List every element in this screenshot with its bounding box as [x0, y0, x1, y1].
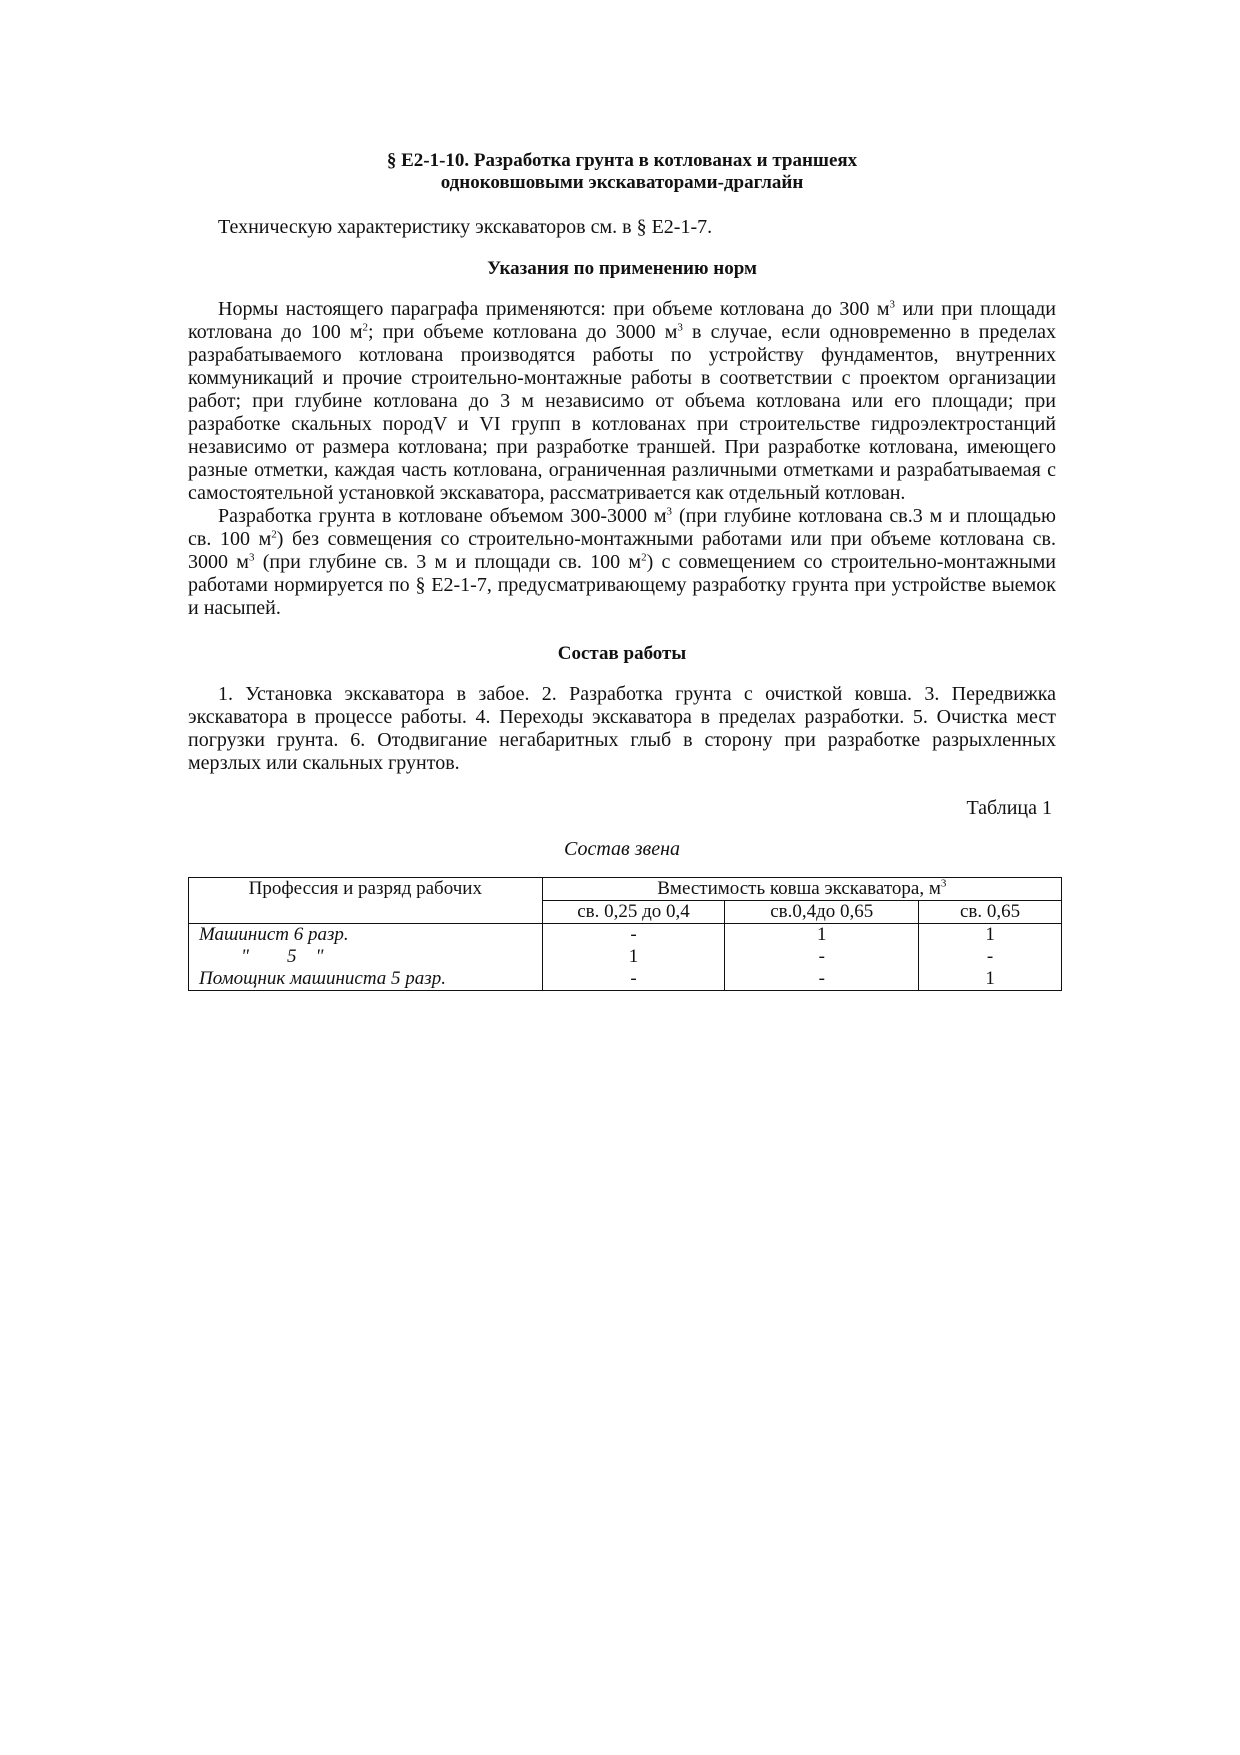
- value-cell: -: [725, 968, 919, 991]
- header-col-3: св. 0,65: [919, 901, 1062, 924]
- header-col-1: св. 0,25 до 0,4: [542, 901, 725, 924]
- title-line-1: § Е2-1-10. Разработка грунта в котлованах и траншеях: [386, 150, 858, 171]
- profession-cell: Машинист 6 разр.: [189, 924, 543, 947]
- section-heading-application: Указания по применению норм: [487, 258, 757, 279]
- value-cell: -: [542, 924, 725, 947]
- table-header-row: [189, 878, 1062, 901]
- application-paragraph-1: Нормы настоящего параграфа применяются: при объеме котлована до 300 $м^3$ или при площади котлована до 100 $м^2$; при объеме котлована до 3000 $м^3$ в случае, если одновременно в пределах разрабатываемого котлована производятся работы по устройству фундаментов, внутренних коммуникаций и прочие строительно-монтажные работы в соответствии с проектом организации работ; при глубине котлована до 3 м независимо от объема котлована или его площади; при разработке скальных породV и VI групп в котлованах при строительстве гидроэлектростанций независимо от размера котлована; при разработке траншей. При разработке котлована, имеющего разные отметки, каждая часть котлована, ограниченная различными отметками и разрабатываемая с самостоятельной установкой экскаватора, рассматривается как отдельный котлован.: [188, 298, 1056, 504]
- section-heading-work-composition: Состав работы: [557, 643, 687, 664]
- title-line-2: одноковшовыми экскаваторами-драглайн: [440, 172, 804, 193]
- table-row: [189, 946, 1062, 968]
- intro-paragraph: Техническую характеристику экскаваторов см. в § Е2-1-7.: [218, 216, 713, 238]
- value-cell: 1: [919, 968, 1062, 991]
- value-cell: 1: [919, 924, 1062, 947]
- document-title: [188, 150, 1056, 194]
- table-caption: Таблица 1: [966, 797, 1052, 819]
- application-paragraph-2: Разработка грунта в котловане объемом 300-3000 $м^3$ (при глубине котлована св.3 м и площадью св. 100 $м^2$) без совмещения со строительно-монтажными работами или при объеме котлована св. 3000 $м^3$ (при глубине св. 3 м и площади св. 100 $м^2$) с совмещением со строительно-монтажными работами нормируется по § Е2-1-7, предусматривающему разработку грунта при устройстве выемок и насыпей.: [188, 505, 1057, 619]
- profession-cell: " 5 ": [189, 946, 543, 968]
- value-cell: 1: [542, 946, 725, 968]
- table-row: [189, 924, 1062, 947]
- table-row: [189, 968, 1062, 991]
- table-title: Состав звена: [563, 838, 680, 860]
- value-cell: -: [919, 946, 1062, 968]
- crew-table: [188, 877, 1062, 991]
- value-cell: -: [542, 968, 725, 991]
- work-composition-paragraph: 1. Установка экскаватора в забое. 2. Разработка грунта с очисткой ковша. 3. Передвижка экскаватора в процессе работы. 4. Переходы экскаватора в пределах разработки. 5. Очистка мест погрузки грунта. 6. Отодвигание негабаритных глыб в сторону при разработке разрыхленных мерзлых или скальных грунтов.: [188, 683, 1056, 774]
- profession-cell: Помощник машиниста 5 разр.: [189, 968, 543, 991]
- header-capacity: Вместимость ковша экскаватора, $м^3$: [542, 878, 1061, 901]
- header-profession: Профессия и разряд рабочих: [189, 878, 543, 924]
- value-cell: -: [725, 946, 919, 968]
- document-page: [188, 150, 1056, 991]
- value-cell: 1: [725, 924, 919, 947]
- header-col-2: св.0,4до 0,65: [725, 901, 919, 924]
